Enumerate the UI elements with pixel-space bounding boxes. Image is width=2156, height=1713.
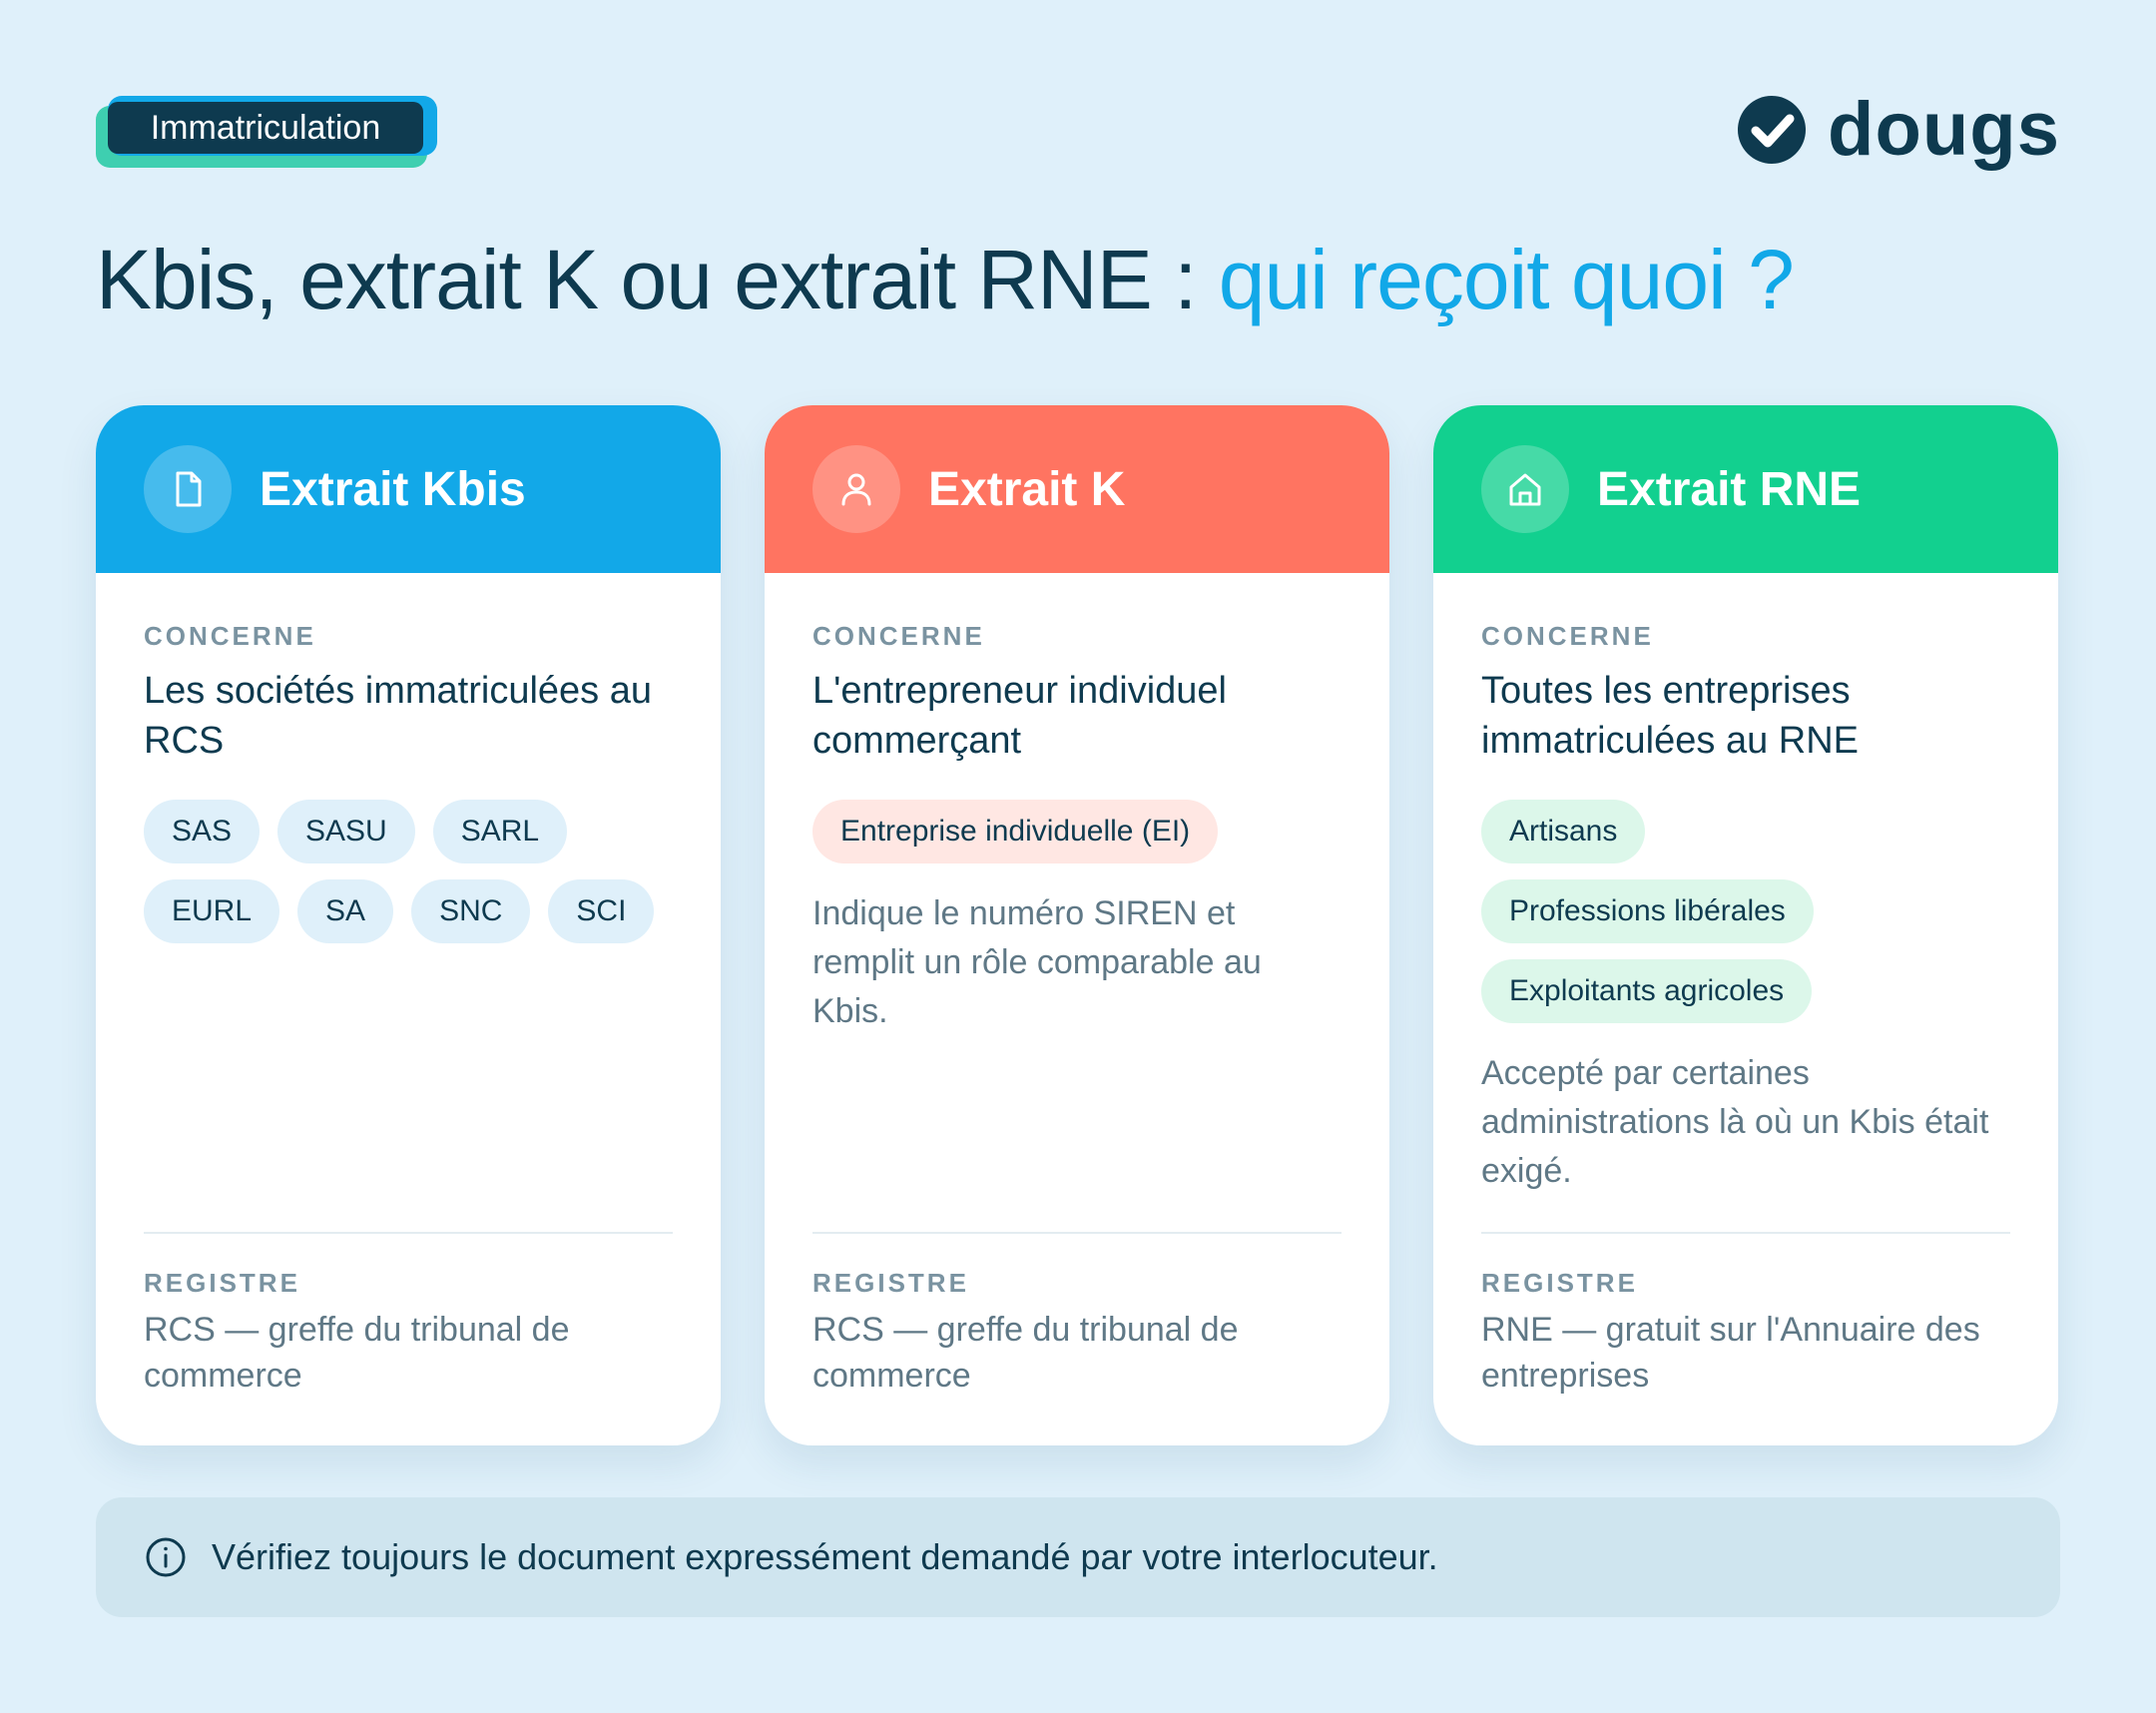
notice-text: Vérifiez toujours le document expressément demandé par votre interlocuteur. — [212, 1536, 1438, 1577]
chip: SARL — [433, 800, 567, 863]
brand-logo — [1736, 87, 2060, 172]
registre-text: RCS — greffe du tribunal de commerce — [144, 1311, 570, 1395]
chip: SA — [297, 879, 393, 943]
concerne-label: CONCERNE — [812, 621, 985, 651]
page-title — [96, 232, 1794, 328]
concerne-label: CONCERNE — [1481, 621, 1654, 651]
tag-label: Immatriculation — [108, 102, 423, 154]
card-header — [1433, 405, 2058, 573]
card-footer — [812, 1232, 1342, 1399]
card-body — [1433, 573, 2058, 1196]
card-title: Extrait RNE — [1597, 462, 1862, 516]
card-title: Extrait K — [928, 462, 1126, 516]
registre-label: REGISTRE — [812, 1268, 969, 1298]
chip: SNC — [411, 879, 530, 943]
chip: SASU — [277, 800, 415, 863]
chip-list — [812, 800, 1351, 863]
card-header — [96, 405, 721, 573]
user-icon — [812, 445, 900, 533]
card-extrait-rne — [1433, 405, 2058, 1445]
card-footer — [144, 1232, 673, 1399]
card-description: Accepté par certaines administrations là où un Kbis était exigé. — [1481, 1054, 1989, 1190]
chip-list — [144, 800, 683, 943]
title-main: Kbis, extrait K ou extrait RNE : — [96, 233, 1219, 326]
chip: Artisans — [1481, 800, 1645, 863]
title-accent: qui reçoit quoi ? — [1218, 233, 1794, 326]
registre-text: RNE — gratuit sur l'Annuaire des entreprises — [1481, 1311, 1980, 1395]
card-body — [96, 573, 721, 943]
registre-label: REGISTRE — [144, 1268, 300, 1298]
document-icon — [144, 445, 232, 533]
card-footer — [1481, 1232, 2010, 1399]
chip-list — [1481, 800, 2020, 1023]
card-extrait-k — [765, 405, 1389, 1445]
concerne-text: Les sociétés immatriculées au RCS — [144, 670, 652, 762]
chip: SCI — [548, 879, 654, 943]
concerne-text: Toutes les entreprises immatriculées au RNE — [1481, 670, 1859, 762]
chip: Entreprise individuelle (EI) — [812, 800, 1218, 863]
chip: EURL — [144, 879, 279, 943]
chip: Exploitants agricoles — [1481, 959, 1812, 1023]
info-icon — [144, 1535, 188, 1579]
chip: Professions libérales — [1481, 879, 1814, 943]
check-circle-icon — [1736, 94, 1808, 166]
chip: SAS — [144, 800, 260, 863]
registre-label: REGISTRE — [1481, 1268, 1638, 1298]
concerne-text: L'entrepreneur individuel commerçant — [812, 670, 1227, 762]
notice-banner — [96, 1497, 2060, 1617]
brand-name: dougs — [1828, 87, 2060, 172]
cards-row — [96, 405, 2060, 1445]
concerne-label: CONCERNE — [144, 621, 316, 651]
card-header — [765, 405, 1389, 573]
category-tag — [96, 96, 441, 168]
card-kbis — [96, 405, 721, 1445]
registre-text: RCS — greffe du tribunal de commerce — [812, 1311, 1239, 1395]
home-icon — [1481, 445, 1569, 533]
card-body — [765, 573, 1389, 1036]
card-description: Indique le numéro SIREN et remplit un rôle comparable au Kbis. — [812, 894, 1262, 1030]
card-title: Extrait Kbis — [260, 462, 526, 516]
